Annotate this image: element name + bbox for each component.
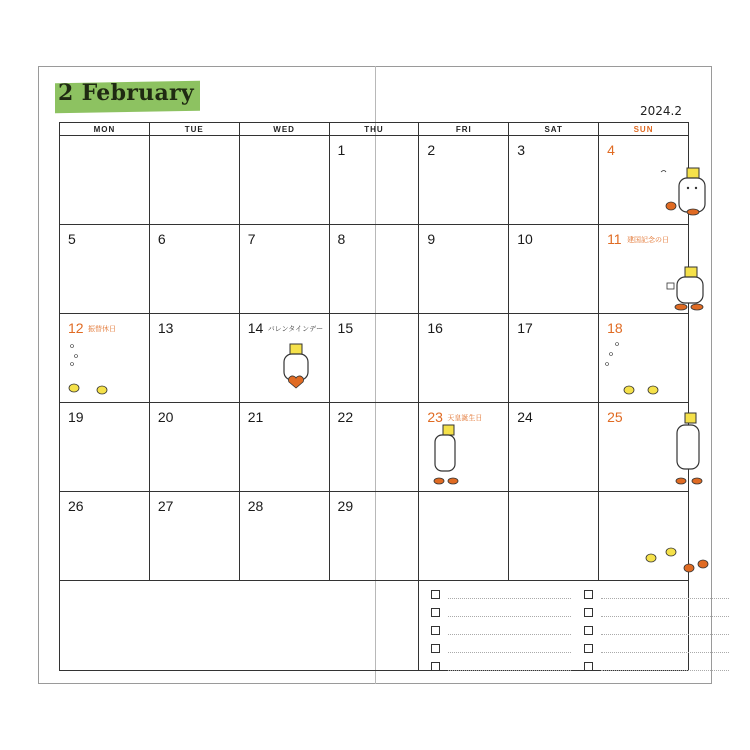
weekday-fri: FRI — [419, 123, 509, 136]
day-cell[interactable] — [509, 136, 599, 225]
day-cell[interactable] — [60, 136, 150, 225]
holiday-label: バレンタインデー — [267, 325, 324, 333]
checklist-area — [419, 581, 689, 671]
chicks-illustration — [643, 538, 713, 578]
day-number: 20 — [157, 409, 174, 425]
character-illustration — [425, 423, 465, 489]
chicks-illustration — [64, 340, 124, 400]
checklist-item[interactable] — [431, 657, 571, 675]
character-illustration — [671, 411, 711, 491]
holiday-label: 建国記念の日 — [627, 236, 670, 244]
day-cell[interactable] — [599, 403, 689, 492]
checklist-item[interactable] — [431, 621, 571, 639]
day-number: 29 — [337, 498, 354, 514]
day-number: 23 — [427, 409, 443, 425]
month-title: 2 February — [58, 80, 194, 106]
day-cell[interactable] — [509, 403, 599, 492]
day-number: 16 — [427, 320, 443, 336]
day-number: 26 — [68, 498, 84, 514]
year-label: 2024.2 — [640, 104, 682, 118]
day-cell[interactable] — [60, 403, 150, 492]
weekday-sat: SAT — [509, 123, 599, 136]
day-cell[interactable] — [419, 492, 509, 581]
checklist-item[interactable] — [431, 603, 571, 621]
day-number: 2 — [427, 142, 436, 158]
day-cell[interactable] — [239, 225, 329, 314]
day-number: 19 — [68, 409, 84, 425]
day-cell[interactable] — [419, 314, 509, 403]
day-cell[interactable] — [239, 403, 329, 492]
checkbox[interactable] — [584, 626, 593, 635]
weekday-tue: TUE — [149, 123, 239, 136]
day-cell[interactable] — [419, 136, 509, 225]
day-cell[interactable] — [329, 492, 419, 581]
day-number: 18 — [607, 320, 623, 336]
day-number: 17 — [517, 320, 533, 336]
memo-row — [60, 581, 689, 671]
day-number: 9 — [427, 231, 436, 247]
day-number: 24 — [517, 409, 533, 425]
day-number: 5 — [68, 231, 76, 247]
day-cell[interactable] — [149, 403, 239, 492]
checkbox[interactable] — [431, 608, 440, 617]
checklist-item[interactable] — [584, 621, 729, 639]
character-illustration — [657, 166, 709, 218]
day-number: 10 — [517, 231, 533, 247]
character-illustration — [665, 265, 713, 313]
checkbox[interactable] — [431, 590, 440, 599]
day-number: 27 — [157, 498, 174, 514]
day-cell[interactable] — [60, 492, 150, 581]
weekday-wed: WED — [239, 123, 329, 136]
day-cell[interactable] — [149, 492, 239, 581]
day-cell[interactable] — [599, 136, 689, 225]
day-cell[interactable] — [599, 314, 689, 403]
checkbox[interactable] — [584, 662, 593, 671]
day-cell[interactable] — [329, 225, 419, 314]
day-cell[interactable] — [60, 225, 150, 314]
memo-area[interactable] — [60, 581, 419, 671]
character-illustration — [278, 342, 318, 402]
day-cell[interactable] — [149, 225, 239, 314]
day-number: 7 — [247, 231, 256, 247]
checklist-item[interactable] — [431, 585, 571, 603]
day-cell[interactable] — [419, 225, 509, 314]
holiday-label: 天皇誕生日 — [447, 414, 483, 422]
day-cell[interactable] — [599, 225, 689, 314]
checkbox[interactable] — [584, 608, 593, 617]
day-cell[interactable] — [329, 403, 419, 492]
holiday-label: 振替休日 — [88, 325, 116, 333]
calendar-grid — [59, 122, 689, 671]
day-cell[interactable] — [599, 492, 689, 581]
day-number: 11 — [607, 231, 622, 247]
day-cell[interactable] — [239, 492, 329, 581]
day-cell[interactable] — [239, 136, 329, 225]
day-cell[interactable] — [60, 314, 150, 403]
day-cell[interactable] — [509, 225, 599, 314]
checklist-item[interactable] — [584, 657, 729, 675]
week-row-4 — [60, 403, 689, 492]
day-number: 15 — [337, 320, 354, 336]
checkbox[interactable] — [431, 662, 440, 671]
weekday-header-row — [60, 123, 689, 136]
checklist — [419, 581, 688, 670]
day-cell[interactable] — [509, 314, 599, 403]
day-number: 6 — [157, 231, 166, 247]
checkbox[interactable] — [431, 644, 440, 653]
week-row-5 — [60, 492, 689, 581]
day-cell[interactable] — [329, 136, 419, 225]
day-cell[interactable] — [329, 314, 419, 403]
chicks-illustration — [603, 340, 667, 400]
day-cell[interactable] — [509, 492, 599, 581]
day-number: 4 — [607, 142, 615, 158]
checklist-item[interactable] — [584, 603, 729, 621]
checkbox[interactable] — [584, 590, 593, 599]
day-number: 25 — [607, 409, 623, 425]
day-number: 21 — [247, 409, 264, 425]
day-number: 1 — [337, 142, 346, 158]
day-number: 3 — [517, 142, 526, 158]
checklist-item[interactable] — [584, 639, 729, 657]
checkbox[interactable] — [431, 626, 440, 635]
day-number: 8 — [337, 231, 346, 247]
day-cell[interactable] — [149, 136, 239, 225]
day-number: 22 — [337, 409, 354, 425]
week-row-1 — [60, 136, 689, 225]
weekday-sun: SUN — [599, 123, 689, 136]
day-number: 12 — [68, 320, 84, 336]
weekday-mon: MON — [60, 123, 150, 136]
day-cell[interactable] — [419, 403, 509, 492]
day-cell[interactable] — [149, 314, 239, 403]
checklist-item[interactable] — [584, 585, 729, 603]
day-number: 28 — [247, 498, 264, 514]
week-row-2 — [60, 225, 689, 314]
checkbox[interactable] — [584, 644, 593, 653]
day-number: 14 — [247, 320, 264, 336]
week-row-3 — [60, 314, 689, 403]
checklist-item[interactable] — [431, 639, 571, 657]
day-number: 13 — [157, 320, 174, 336]
day-cell[interactable] — [239, 314, 329, 403]
weekday-thu: THU — [329, 123, 419, 136]
